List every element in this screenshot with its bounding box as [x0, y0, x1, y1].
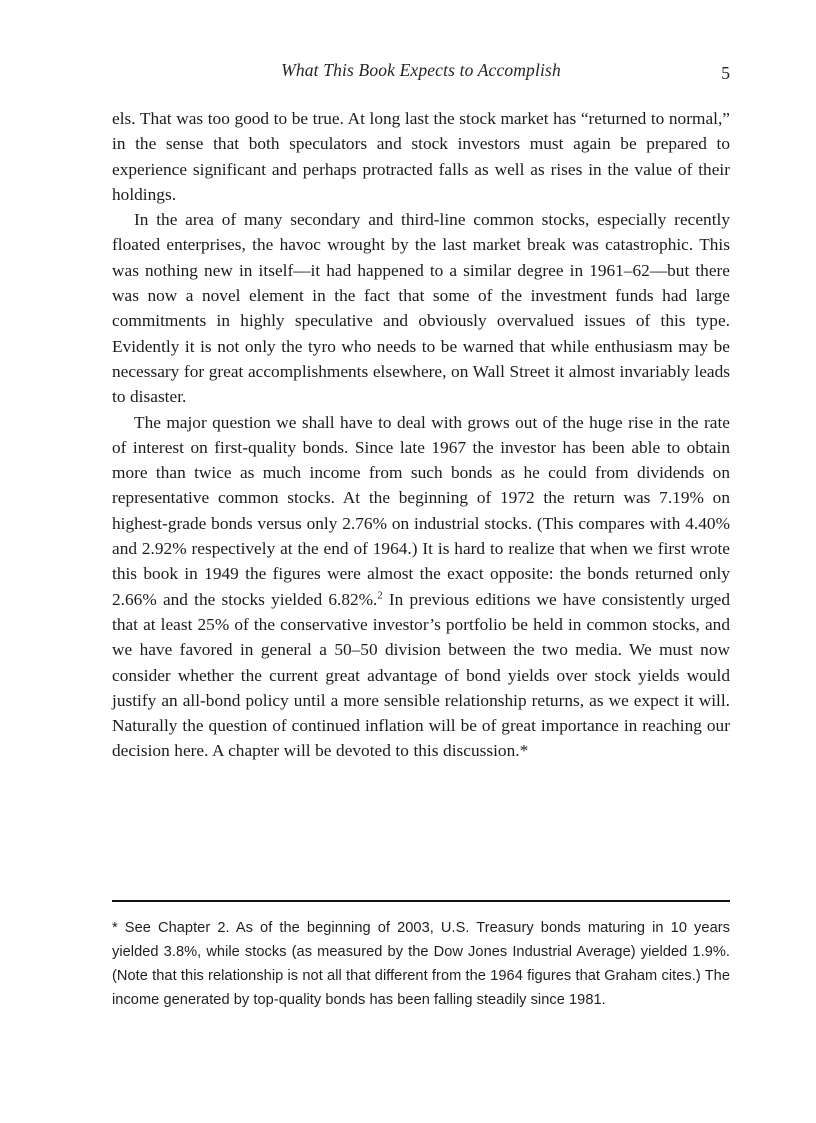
page-number: 5 [721, 63, 730, 83]
paragraph-secondary-stocks: In the area of many secondary and third-line common stocks, especially recently floated enterprises, the havoc wrought by the last market break was catastrophic. This was nothing new in itself—it had happened to a similar degree in 1961–62—but there was now a novel element in the fact that some of the investment funds had large commitments in highly speculative and obviously overvalued issues of this type. Evidently it is not only the tyro who needs to be warned that while enthusiasm may be necessary for great accomplishments elsewhere, on Wall Street it almost invariably leads to disaster. [112, 210, 730, 407]
paragraph-continued: els. That was too good to be true. At long last the stock market has “returned to normal,” in the sense that both speculators and stock investors must again be prepared to experience significant and perhaps protracted falls as well as rises in the value of their holdings. [112, 109, 730, 204]
running-head-title: What This Book Expects to Accomplish [281, 60, 561, 80]
paragraph-major-question [112, 410, 730, 764]
footnote-text: * See Chapter 2. As of the beginning of 2003, U.S. Treasury bonds maturing in 10 years yielded 3.8%, while stocks (as measured by the Dow Jones Industrial Average) yielded 1.9%. (Note that this relationship is not all that different from the 1964 figures that Graham cites.) The income generated by top-quality bonds has been falling steadily since 1981. [112, 920, 730, 1008]
footnote-reference-marker[interactable]: 2 [377, 590, 383, 602]
paragraph-major-question-part1: The major question we shall have to deal with grows out of the huge rise in the rate of interest on first-quality bonds. Since late 1967 the investor has been able to obtain more than twice as much income from such bonds as he could from dividends on representative common stocks. At the beginning of 1972 the return was 7.19% on highest-grade bonds versus only 2.76% on industrial stocks. (This compares with 4.40% and 2.92% respectively at the end of 1964.) It is hard to realize that when we first wrote this book in 1949 the figures were almost the exact opposite: the bonds returned only 2.66% and the stocks yielded 6.82%. [112, 412, 730, 609]
running-head [112, 60, 730, 86]
paragraph-major-question-part2: In previous editions we have consistently urged that at least 25% of the conservative investor’s portfolio be held in common stocks, and we have favored in general a 50–50 division between the two media. We must now consider whether the current great advantage of bond yields over stock yields would justify an all-bond policy until a more sensible relationship returns, as we expect it will. Naturally the question of continued inflation will be of great importance in reaching our decision here. A chapter will be devoted to this discussion.* [112, 589, 730, 761]
footnote-block [112, 900, 730, 1012]
footnote-separator-rule [112, 900, 730, 902]
body-text-block [112, 106, 730, 764]
